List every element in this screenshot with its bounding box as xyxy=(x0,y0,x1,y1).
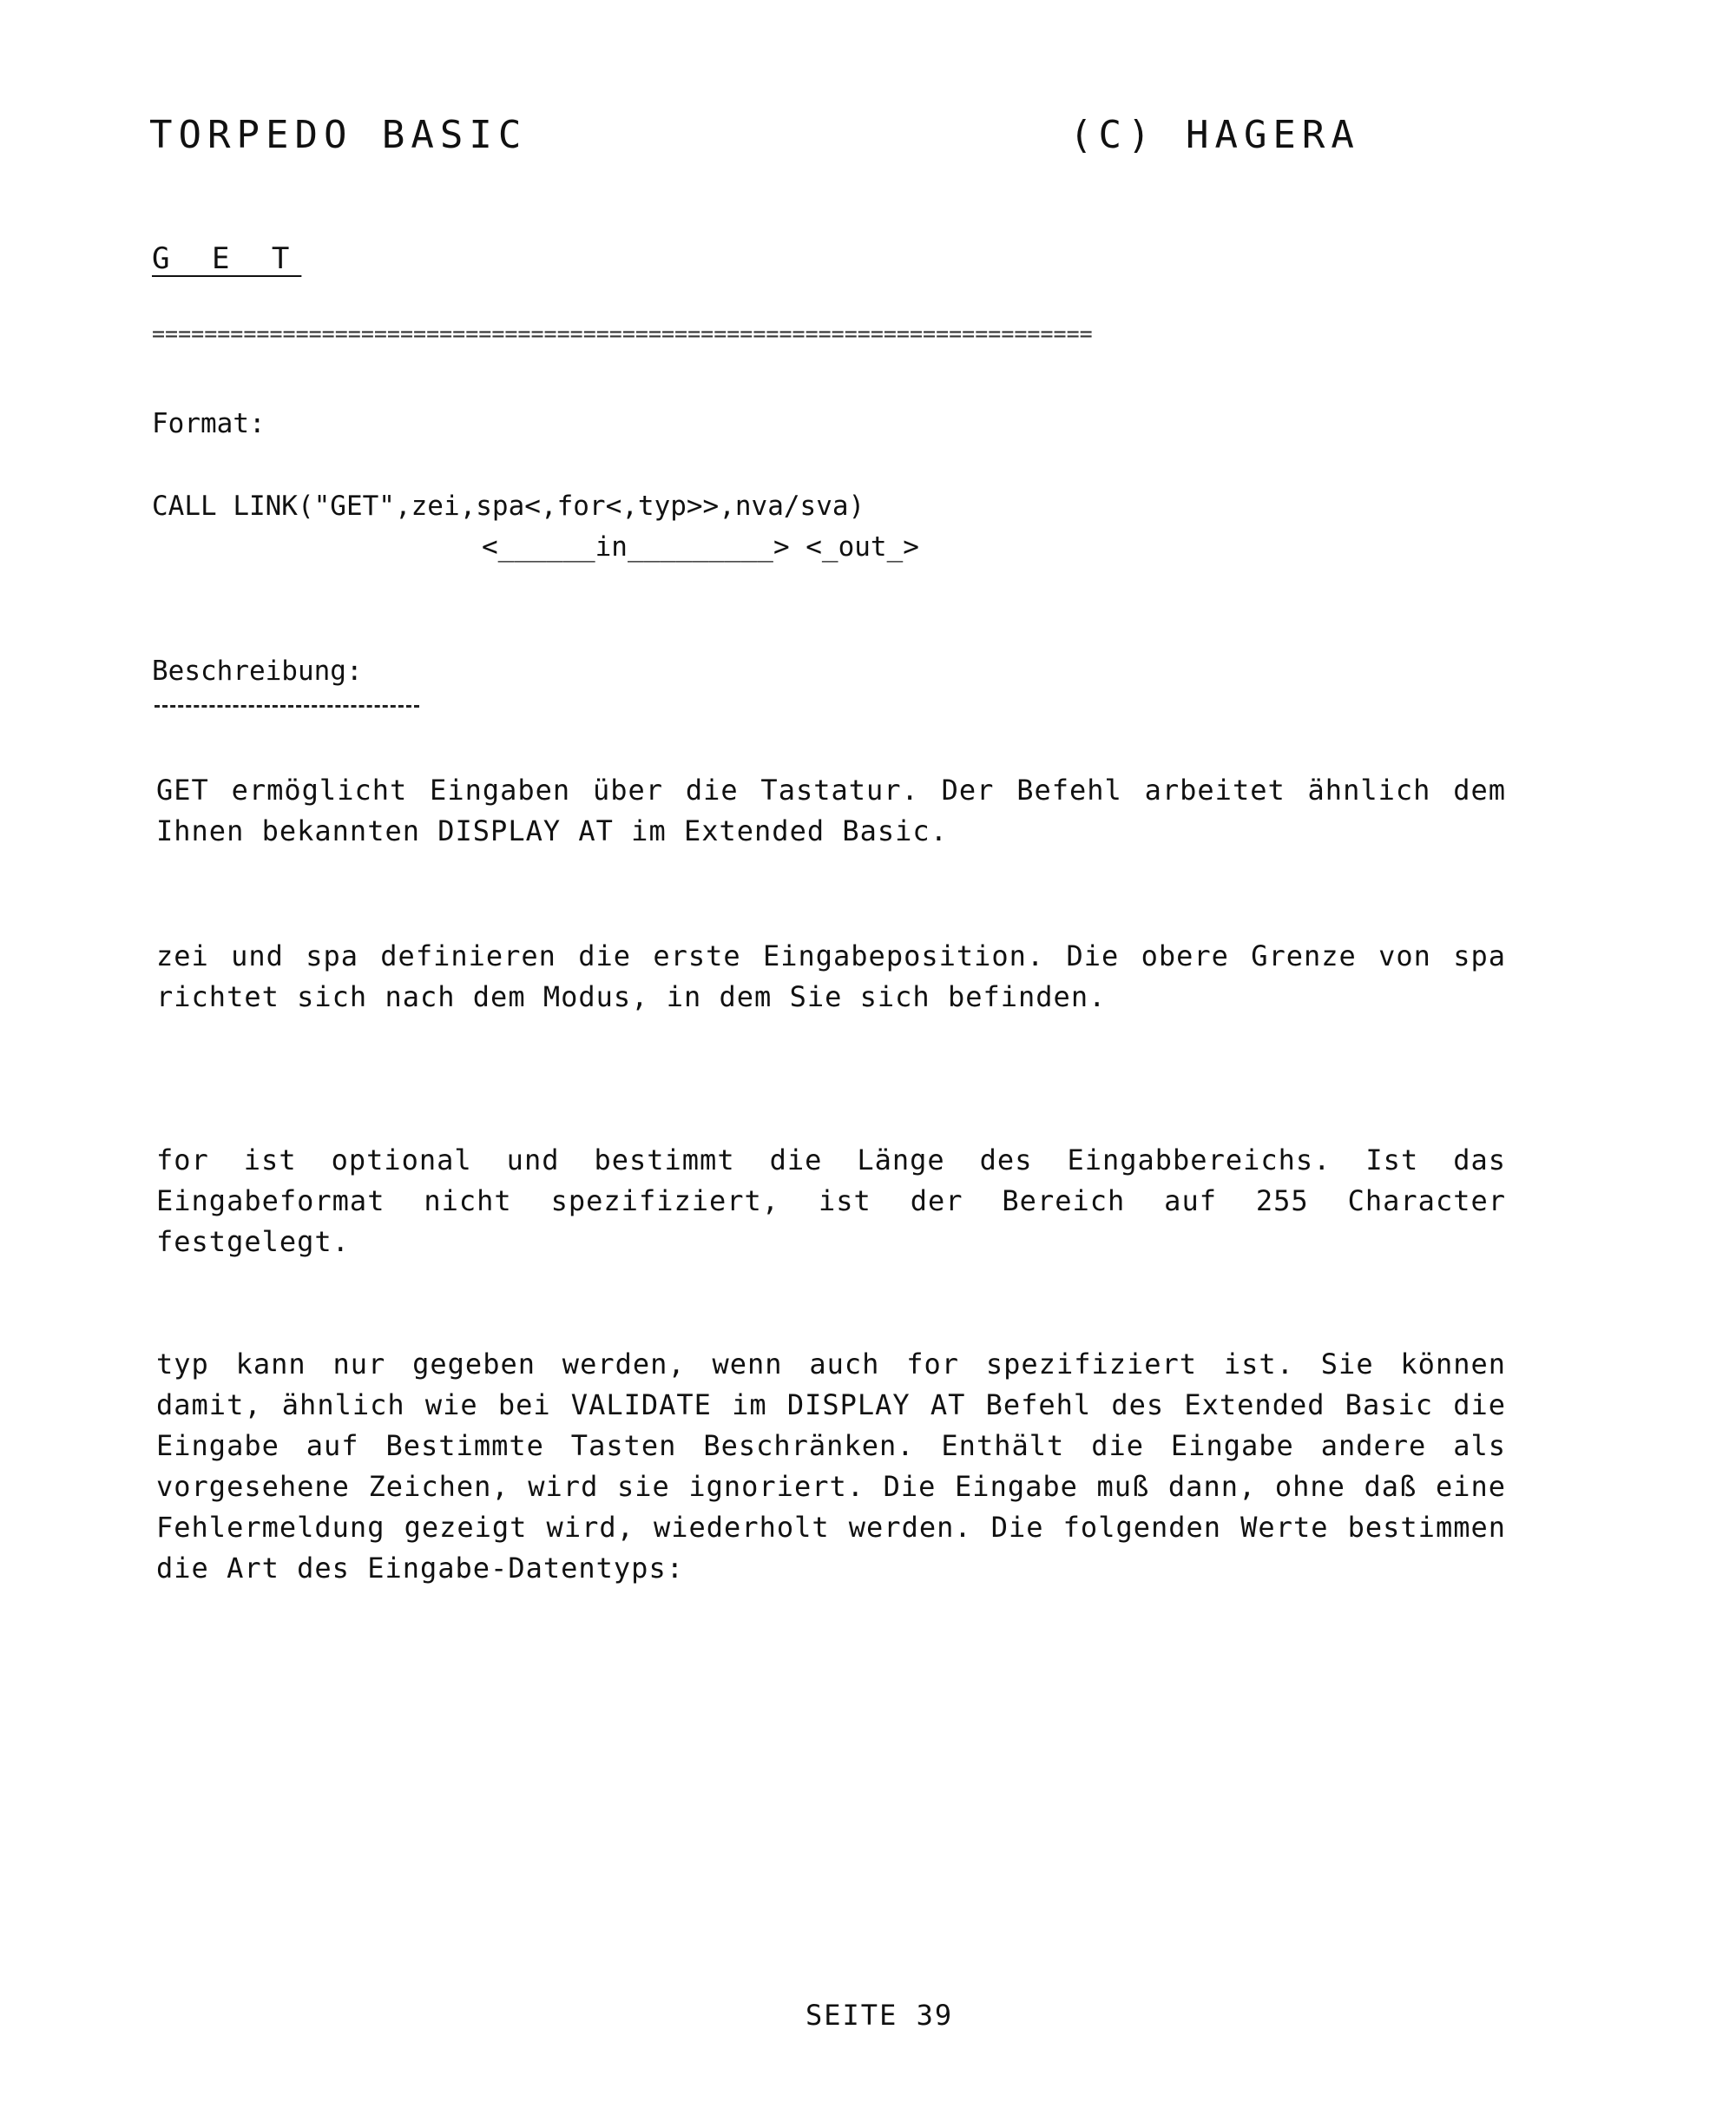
description-paragraph-3: for ist optional und bestimmt die Länge des Eingabbereichs. Ist das Eingabeformat nicht spezifiziert, ist der Bereich auf 255 Character festgelegt. xyxy=(156,1143,1506,1258)
description-label-underline xyxy=(155,705,419,708)
description-label: Beschreibung: xyxy=(152,656,363,687)
header-left-title: TORPEDO BASIC xyxy=(149,113,528,157)
header-right-copyright: (C) HAGERA xyxy=(1069,113,1360,157)
description-paragraph-2: zei und spa definieren die erste Eingabeposition. Die obere Grenze von spa richtet sich nach dem Modus, in dem Sie sich befinden. xyxy=(156,939,1506,1013)
format-in-out-annotation: <______in_________> <_out_> xyxy=(482,531,919,563)
separator-rule: ======================================================================== xyxy=(152,321,1093,346)
page-number: SEITE 39 xyxy=(806,1999,954,2032)
description-paragraph-1: GET ermöglicht Eingaben über die Tastatur. Der Befehl arbeitet ähnlich dem Ihnen bekannten DISPLAY AT im Extended Basic. xyxy=(156,774,1506,847)
format-label: Format: xyxy=(152,408,266,439)
command-title: G E T xyxy=(152,241,302,276)
format-syntax: CALL LINK("GET",zei,spa<,for<,typ>>,nva/sva) xyxy=(152,491,865,522)
description-paragraph-4: typ kann nur gegeben werden, wenn auch for spezifiziert ist. Sie können damit, ähnlich wie bei VALIDATE im DISPLAY AT Befehl des Extended Basic die Eingabe auf Bestimmte Tasten Beschränken. Enthält die Eingabe andere als vorgesehene Zeichen, wird sie ignoriert. Die Eingabe muß dann, ohne daß eine Fehlermeldung gezeigt wird, wiederholt werden. Die folgenden Werte bestimmen die Art des Eingabe-Datentyps: xyxy=(156,1348,1506,1585)
